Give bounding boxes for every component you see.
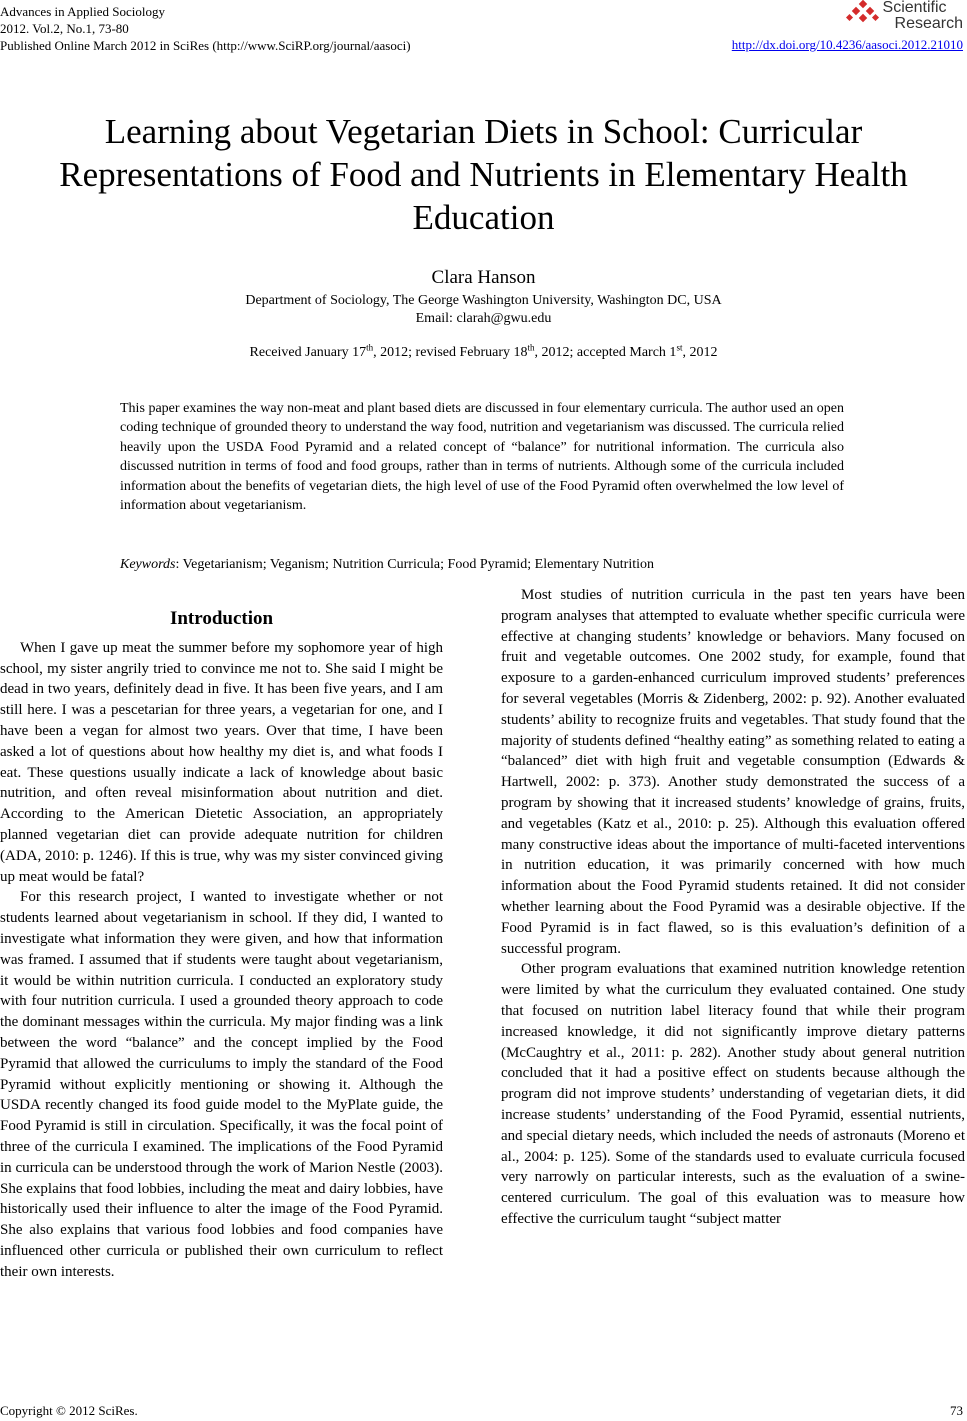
keywords [120, 557, 844, 573]
journal-name: Advances in Applied Sociology [0, 4, 166, 19]
paragraph: For this research project, I wanted to investigate whether or not students learned about vegetarianism in school. If they did, I wanted to investigate what information they were given, and how that information was framed. I assumed that if students were taught about vegetarianism, it would be within nutrition curricula. I conducted an exploratory study with four nutrition curricula. I used a grounded theory approach to code the dominant messages within the curricula. My major finding was a link between the word “balance” and the concept implied by the Food Pyramid that allowed the curriculums to imply the standard of the Food Pyramid without explicitly mentioning or showing it. Although the USDA recently changed its food guide model to the MyPlate guide, the Food Pyramid is still in circulation. Specifically, it was the focal point of three of the curricula I examined. The implications of the Food Pyramid in curricula can be understood through the work of Marion Nestle (2003). She explains that food lobbies, including the meat and dairy lobbies, have historically used their influence to alter the image of the Food Pyramid. She also explains that various food lobbies and food companies have influenced other curricula or published their own curriculum to reflect their own interests. [0, 889, 443, 1280]
paper-title: Learning about Vegetarian Diets in School: Curricular Representations of Food and Nutrients in Elementary Health Education [59, 112, 908, 237]
abstract: This paper examines the way non-meat and plant based diets are discussed in four elementary curricula. The author used an open coding technique of grounded theory to understand the way food, nutrition and vegetarianism was discussed. The curricula relied heavily upon the USDA Food Pyramid and a related concept of “balance” for nutritional information. The curricula also discussed nutrition in terms of food and food groups, rather than in terms of nutrients. Although some of the curricula included information about the benefits of vegetarian diets, the high level of use of the Food Pyramid often overwhelmed the low level of information about vegetarianism. [120, 401, 844, 514]
keywords-label: Keywords [120, 557, 176, 572]
volume-info: 2012. Vol.2, No.1, 73-80 [0, 21, 129, 36]
footer-copyright: Copyright © 2012 SciRes. [0, 1403, 138, 1418]
paragraph: Other program evaluations that examined nutrition knowledge retention were limited by what the curriculum they evaluated contained. One study that focused on nutrition label literacy found that while their program increased knowledge, it did not significantly improve dietary patterns (McCaughtry et al., 2011: p. 282). Another study about general nutrition concluded that it had a positive effect on students because although the program did not improve students’ understanding of vegetarian diets, it did increase students’ understanding of the Food Pyramid, essential nutrients, and special dietary needs, which included the needs of astronauts (Moreno et al., 2004: p. 125). Some of the standards used to evaluate curricula focused very narrowly on particular interests, such as the evaluation of a swine-centered curriculum. The goal of this evaluation was to measure how effective the curriculum taught “subject matter [501, 961, 965, 1227]
section-heading: Introduction [169, 608, 274, 629]
year-text: , 2012 [682, 345, 718, 360]
superscript: th [366, 342, 374, 353]
accepted-text: , 2012; accepted March 1 [534, 345, 677, 360]
paragraph: When I gave up meat the summer before my sophomore year of high school, my sister angrily tried to convince me not to. She said I might be dead in two years, definitely dead in five. It has been five years, and I am still here. I was a pescetarian for three years, a vegetarian for one, and I have been a vegan for almost two years. Over that time, I have been asked a lot of questions about how healthy my diet is, and what foods I eat. These questions usually indicate a lack of knowledge about basic nutrition, and often reveal misinformation about nutrition and diet. According to the American Dietetic Association, an appropriately planned vegetarian diet can provide adequate nutrition for children (ADA, 2010: p. 1246). If this is true, why was my sister convinced giving up meat would be fatal? [0, 639, 443, 885]
publisher-logo [846, 0, 963, 32]
page-number: 73 [950, 1403, 963, 1418]
publication-info: Published Online March 2012 in SciRes (http://www.SciRP.org/journal/aasoci) [0, 38, 411, 53]
revised-text: , 2012; revised February 18 [373, 345, 528, 360]
publisher-logo-icon [846, 0, 880, 26]
doi-link[interactable]: http://dx.doi.org/10.4236/aasoci.2012.21010 [731, 37, 963, 52]
column-right [501, 585, 965, 1230]
affiliation-block [0, 292, 967, 328]
running-header [0, 3, 411, 54]
received-text: Received January 17 [249, 345, 367, 360]
column-left [0, 603, 443, 1283]
superscript: th [527, 342, 535, 353]
received-dates [0, 342, 967, 361]
publisher-logo-text [883, 0, 963, 32]
superscript: st [676, 342, 683, 353]
keywords-list: : Vegetarianism; Veganism; Nutrition Curricula; Food Pyramid; Elementary Nutrition [175, 557, 655, 572]
logo-line-2: Research [894, 15, 963, 32]
affiliation: Department of Sociology, The George Washington University, Washington DC, USA [245, 293, 722, 308]
paragraph: Most studies of nutrition curricula in the past ten years have been program analyses that attempted to evaluate whether specific curricula were effective at changing students’ knowledge or behaviors. Many focused on fruit and vegetable outcomes. One 2002 study, for example, found that exposure to a garden-enhanced curriculum improved students’ preferences for several vegetables (Morris & Zidenberg, 2002: p. 92). Another evaluated students’ ability to recognize fruits and vegetables. That study found that the majority of students defined “healthy eating” as something related to eating a “balanced” diet with high fruit and vegetable consumption (Edwards & Hartwell, 2002: p. 373). Another study demonstrated the success of a program by showing that it increased students’ knowledge of grains, fruits, and vegetables (Katz et al., 2010: p. 25). Although this evaluation offered many constructive ideas about the importance of multi-faceted interventions in nutrition education, it was primarily concerned with how much information about the Food Pyramid students retained. It did not consider whether learning about the Food Pyramid was a desirable objective. If the Food Pyramid is in fact flawed, so is this evaluation’s definition of a successful program. [501, 587, 965, 957]
email: Email: clarah@gwu.edu [415, 311, 552, 326]
logo-line-1: Scientific [882, 0, 947, 16]
author-name: Clara Hanson [431, 267, 536, 288]
